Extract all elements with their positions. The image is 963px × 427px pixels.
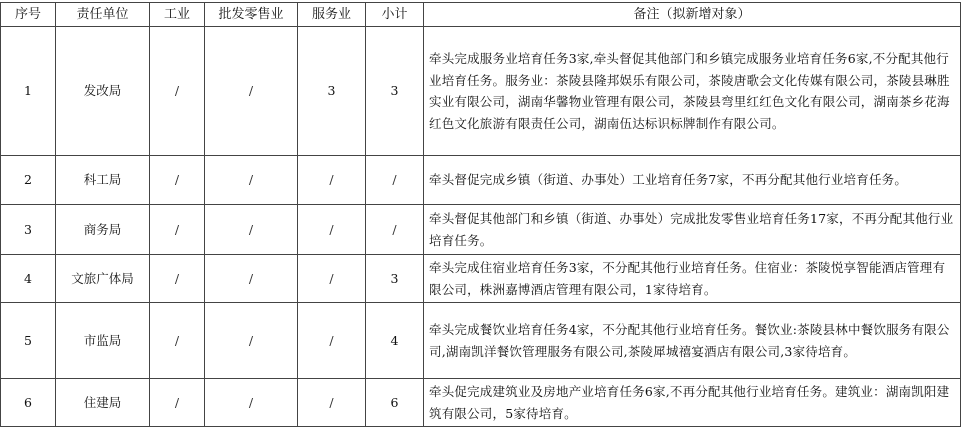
cell-remarks: 牵头完成餐饮业培育任务4家，不分配其他行业培育任务。餐饮业:茶陵县林中餐饮服务有限公司,湖南凯洋餐饮管理服务有限公司,茶陵犀城禧宴酒店有限公司,3家待培育。 bbox=[424, 303, 961, 379]
cell-industry: / bbox=[150, 303, 205, 379]
table-row bbox=[1, 379, 961, 427]
cell-service: / bbox=[298, 303, 366, 379]
cell-industry: / bbox=[150, 27, 205, 156]
cell-service: 3 bbox=[298, 27, 366, 156]
table-header-row bbox=[1, 3, 961, 27]
cell-responsible-unit: 商务局 bbox=[56, 205, 150, 255]
cell-industry: / bbox=[150, 205, 205, 255]
table-row bbox=[1, 27, 961, 156]
cell-wholesale-retail: / bbox=[205, 379, 298, 427]
cell-subtotal: 3 bbox=[366, 255, 424, 303]
header-service: 服务业 bbox=[298, 3, 366, 27]
cell-remarks: 牵头完成服务业培育任务3家,牵头督促其他部门和乡镇完成服务业培育任务6家,不分配其他行业培育任务。服务业：茶陵县隆邦娱乐有限公司，茶陵唐歌会文化传媒有限公司，茶陵县琳胜实业有限公司，湖南华馨物业管理有限公司，茶陵县弯里红红色文化有限公司，湖南茶乡花海红色文化旅游有限责任公司，湖南伍达标识标牌制作有限公司。 bbox=[424, 27, 961, 156]
cell-wholesale-retail: / bbox=[205, 205, 298, 255]
cell-remarks: 牵头督促其他部门和乡镇（街道、办事处）完成批发零售业培育任务17家，不再分配其他行业培育任务。 bbox=[424, 205, 961, 255]
cell-industry: / bbox=[150, 255, 205, 303]
table-row bbox=[1, 205, 961, 255]
cell-industry: / bbox=[150, 379, 205, 427]
header-responsible-unit: 责任单位 bbox=[56, 3, 150, 27]
cell-wholesale-retail: / bbox=[205, 255, 298, 303]
cell-industry: / bbox=[150, 156, 205, 205]
cell-wholesale-retail: / bbox=[205, 27, 298, 156]
cell-responsible-unit: 科工局 bbox=[56, 156, 150, 205]
cell-subtotal: 3 bbox=[366, 27, 424, 156]
cell-subtotal: 4 bbox=[366, 303, 424, 379]
cell-remarks: 牵头完成住宿业培育任务3家，不分配其他行业培育任务。住宿业：茶陵悦享智能酒店管理有限公司，株洲嘉博酒店管理有限公司，1家待培育。 bbox=[424, 255, 961, 303]
cell-service: / bbox=[298, 379, 366, 427]
header-subtotal: 小计 bbox=[366, 3, 424, 27]
cell-service: / bbox=[298, 255, 366, 303]
cell-serial-no: 4 bbox=[1, 255, 56, 303]
cell-remarks: 牵头促完成建筑业及房地产业培育任务6家,不再分配其他行业培育任务。建筑业：湖南凯阳建筑有限公司，5家待培育。 bbox=[424, 379, 961, 427]
cell-subtotal: / bbox=[366, 205, 424, 255]
table-row bbox=[1, 255, 961, 303]
cell-serial-no: 3 bbox=[1, 205, 56, 255]
table-row bbox=[1, 303, 961, 379]
cell-responsible-unit: 文旅广体局 bbox=[56, 255, 150, 303]
cell-responsible-unit: 市监局 bbox=[56, 303, 150, 379]
responsibility-table bbox=[0, 2, 961, 427]
cell-service: / bbox=[298, 156, 366, 205]
cell-remarks: 牵头督促完成乡镇（街道、办事处）工业培育任务7家，不再分配其他行业培育任务。 bbox=[424, 156, 961, 205]
cell-wholesale-retail: / bbox=[205, 303, 298, 379]
cell-subtotal: 6 bbox=[366, 379, 424, 427]
cell-serial-no: 6 bbox=[1, 379, 56, 427]
header-remarks: 备注（拟新增对象） bbox=[424, 3, 961, 27]
cell-serial-no: 2 bbox=[1, 156, 56, 205]
cell-serial-no: 1 bbox=[1, 27, 56, 156]
cell-responsible-unit: 住建局 bbox=[56, 379, 150, 427]
table-row bbox=[1, 156, 961, 205]
header-wholesale-retail: 批发零售业 bbox=[205, 3, 298, 27]
cell-wholesale-retail: / bbox=[205, 156, 298, 205]
cell-serial-no: 5 bbox=[1, 303, 56, 379]
header-industry: 工业 bbox=[150, 3, 205, 27]
header-serial-no: 序号 bbox=[1, 3, 56, 27]
cell-subtotal: / bbox=[366, 156, 424, 205]
cell-service: / bbox=[298, 205, 366, 255]
cell-responsible-unit: 发改局 bbox=[56, 27, 150, 156]
